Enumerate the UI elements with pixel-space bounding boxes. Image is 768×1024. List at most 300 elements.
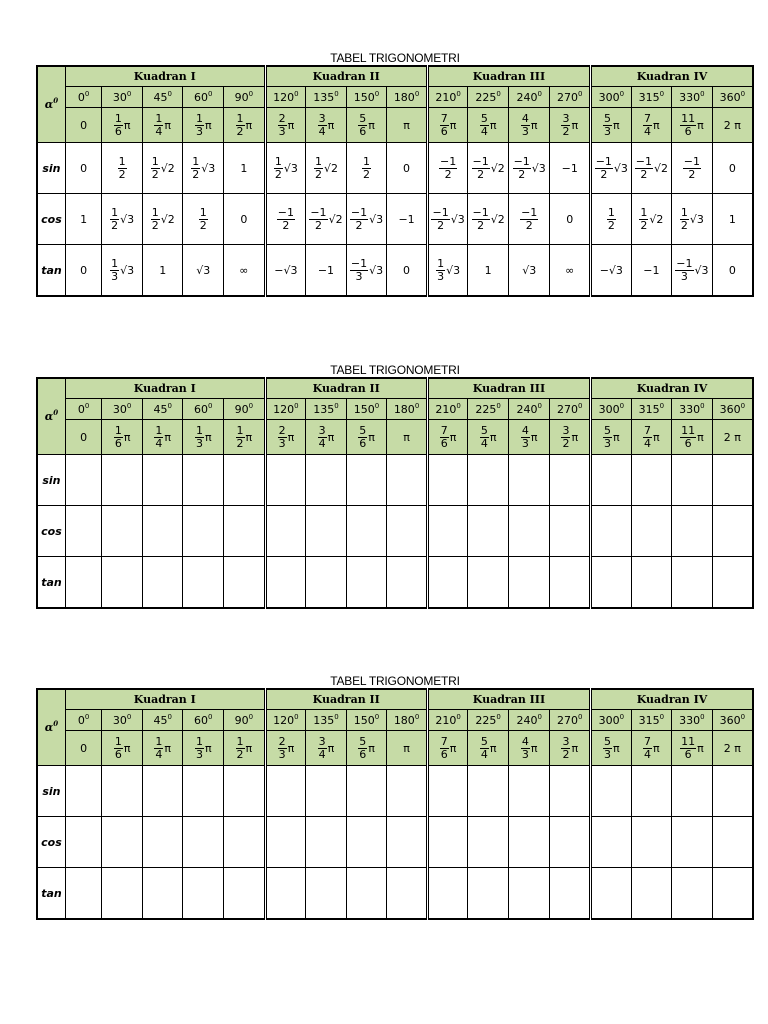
tan-value-cell[interactable]	[387, 557, 428, 609]
radian-row	[37, 108, 753, 143]
math-expression	[159, 264, 166, 277]
math-text: −1	[561, 161, 578, 175]
degree-cell	[631, 710, 672, 731]
radian-cell	[468, 420, 509, 455]
math-expression	[80, 119, 87, 132]
cos-value-cell[interactable]	[224, 817, 266, 868]
degree-cell	[142, 399, 183, 420]
denominator: 2	[363, 168, 370, 181]
degree-cell	[224, 399, 266, 420]
fraction	[114, 113, 123, 138]
tan-value-cell[interactable]	[65, 868, 102, 920]
degree-value: 240	[516, 713, 538, 727]
denominator: 2	[640, 168, 648, 181]
denominator: 3	[195, 748, 203, 761]
math-suffix: π	[613, 431, 620, 444]
degree-value: 135	[313, 713, 335, 727]
sin-value-cell[interactable]	[468, 455, 509, 506]
degree-superscript: 0	[537, 401, 542, 410]
tan-value-cell[interactable]	[346, 868, 387, 920]
table-title: TABEL TRIGONOMETRI	[330, 674, 460, 688]
degree-value: 210	[435, 713, 457, 727]
degree-superscript: 0	[84, 401, 90, 410]
math-expression	[274, 156, 298, 181]
radian-cell	[346, 108, 387, 143]
math-expression	[472, 207, 505, 232]
radian-cell	[65, 420, 102, 455]
cos-value-cell[interactable]	[672, 817, 713, 868]
degree-cell	[468, 710, 509, 731]
math-suffix: π	[327, 119, 335, 132]
degree-cell	[712, 399, 753, 420]
math-suffix: π	[653, 119, 660, 132]
cos-value-cell[interactable]	[631, 817, 672, 868]
math-suffix: π	[164, 742, 172, 755]
tan-value-cell[interactable]	[346, 557, 387, 609]
denominator: 3	[195, 125, 203, 138]
math-text: 0	[80, 430, 88, 444]
sin-value-cell	[65, 143, 102, 194]
sin-value-cell[interactable]	[183, 766, 224, 817]
fraction	[358, 736, 367, 761]
degree-superscript: 0	[248, 401, 254, 410]
math-expression	[80, 264, 87, 277]
radian-cell	[224, 731, 266, 766]
degree-row	[37, 399, 753, 420]
sin-value-cell[interactable]	[468, 766, 509, 817]
radian-cell	[712, 420, 753, 455]
numerator: −1	[432, 206, 449, 219]
math-suffix: √2	[490, 213, 505, 226]
degree-superscript: 0	[700, 712, 705, 721]
tan-value-cell[interactable]	[712, 868, 753, 920]
fraction	[603, 425, 612, 450]
cos-value-cell[interactable]	[102, 817, 143, 868]
math-expression	[358, 113, 375, 138]
fraction	[154, 425, 163, 450]
denominator: 2	[111, 219, 119, 232]
cos-value-cell[interactable]	[265, 817, 306, 868]
numerator: 5	[480, 112, 488, 125]
sin-value-cell[interactable]	[550, 766, 591, 817]
degree-value: 150	[353, 713, 375, 727]
radian-cell	[102, 731, 143, 766]
cos-value-cell[interactable]	[65, 506, 102, 557]
math-text: 1	[80, 212, 88, 226]
math-suffix: π	[530, 431, 538, 444]
math-text: 2 π	[723, 430, 741, 444]
sin-value-cell[interactable]	[387, 766, 428, 817]
cos-value-cell[interactable]	[387, 817, 428, 868]
sin-value-cell	[712, 143, 753, 194]
fraction	[236, 736, 245, 761]
tan-value-cell[interactable]	[508, 557, 550, 609]
math-suffix: π	[123, 742, 131, 755]
tan-value-cell	[65, 245, 102, 297]
math-suffix: π	[697, 742, 704, 755]
cos-value-cell[interactable]	[265, 506, 306, 557]
numerator: 3	[318, 424, 326, 437]
denominator: 6	[440, 437, 448, 450]
math-expression	[561, 113, 578, 138]
tan-value-cell[interactable]	[468, 557, 509, 609]
degree-cell	[672, 399, 713, 420]
sin-value-cell	[468, 143, 509, 194]
tan-value-cell[interactable]	[427, 868, 468, 920]
numerator: 7	[440, 112, 448, 125]
denominator: 4	[480, 437, 488, 450]
math-text: ∞	[239, 263, 249, 277]
fraction	[472, 156, 490, 181]
tan-value-cell[interactable]	[550, 557, 591, 609]
degree-value: 210	[435, 402, 457, 416]
degree-superscript: 0	[53, 96, 59, 105]
tan-value-cell[interactable]	[712, 557, 753, 609]
math-expression	[607, 207, 616, 232]
numerator: 1	[437, 257, 445, 270]
degree-superscript: 0	[578, 401, 583, 410]
numerator: −1	[513, 155, 530, 168]
math-expression	[240, 213, 247, 226]
denominator: 3	[521, 748, 529, 761]
math-expression	[513, 156, 546, 181]
math-suffix: π	[287, 119, 295, 132]
sin-value-cell[interactable]	[265, 455, 306, 506]
math-text: 1	[728, 212, 736, 226]
sin-value-cell[interactable]	[346, 766, 387, 817]
degree-value: 315	[638, 90, 660, 104]
tan-value-cell[interactable]	[672, 557, 713, 609]
degree-superscript: 0	[496, 712, 501, 721]
numerator: 1	[236, 735, 244, 748]
degree-superscript: 0	[167, 401, 172, 410]
denominator: 4	[644, 748, 652, 761]
fraction	[318, 113, 327, 138]
fraction	[114, 736, 123, 761]
radian-cell	[265, 108, 306, 143]
math-expression	[431, 207, 464, 232]
quadrant-header: Kuadran III	[427, 378, 590, 399]
numerator: −1	[350, 206, 368, 219]
cos-value-cell[interactable]	[346, 817, 387, 868]
cos-value-cell[interactable]	[712, 817, 753, 868]
sin-value-cell[interactable]	[306, 455, 347, 506]
tan-value-cell[interactable]	[631, 868, 672, 920]
degree-cell	[65, 87, 102, 108]
sin-value-cell[interactable]	[631, 455, 672, 506]
math-suffix: √2	[323, 162, 338, 175]
degree-superscript: 0	[414, 89, 420, 98]
cos-value-cell[interactable]	[672, 506, 713, 557]
numerator: 3	[562, 424, 570, 437]
sin-value-cell[interactable]	[672, 766, 713, 817]
cos-value-cell	[387, 194, 428, 245]
tan-value-cell[interactable]	[142, 868, 183, 920]
math-text: −1	[398, 212, 415, 226]
degree-cell	[591, 710, 632, 731]
math-expression	[729, 162, 736, 175]
denominator: 2	[118, 168, 126, 181]
tan-value-cell[interactable]	[306, 868, 347, 920]
math-suffix: π	[245, 431, 253, 444]
alpha-header	[37, 66, 65, 143]
tan-value-cell[interactable]	[265, 557, 306, 609]
math-suffix: π	[571, 119, 579, 132]
sin-value-cell	[306, 143, 347, 194]
degree-cell	[265, 87, 306, 108]
function-label-sin: sin	[37, 766, 65, 817]
math-text: 2 π	[723, 741, 741, 755]
denominator: 2	[525, 219, 533, 232]
sin-value-cell[interactable]	[427, 766, 468, 817]
numerator: 4	[521, 424, 529, 437]
cos-value-cell[interactable]	[591, 817, 632, 868]
sin-value-cell[interactable]	[508, 455, 550, 506]
tan-value-cell[interactable]	[468, 868, 509, 920]
degree-value: 60	[194, 713, 209, 727]
denominator: 2	[192, 168, 200, 181]
numerator: 7	[644, 735, 652, 748]
cos-value-cell[interactable]	[427, 506, 468, 557]
tan-value-cell[interactable]	[591, 557, 632, 609]
math-suffix: π	[204, 742, 212, 755]
sin-value-cell[interactable]	[427, 455, 468, 506]
radian-cell	[142, 731, 183, 766]
math-suffix: π	[164, 431, 172, 444]
sin-value-cell[interactable]	[672, 455, 713, 506]
fraction	[635, 156, 653, 181]
tan-value-cell[interactable]	[508, 868, 550, 920]
degree-cell	[672, 710, 713, 731]
sin-value-cell[interactable]	[224, 455, 266, 506]
sin-value-cell[interactable]	[224, 766, 266, 817]
fraction	[521, 736, 530, 761]
degree-value: 30	[112, 713, 127, 727]
cos-value-cell[interactable]	[142, 506, 183, 557]
math-expression	[191, 156, 215, 181]
cos-value-cell[interactable]	[550, 506, 591, 557]
degree-superscript: 0	[167, 712, 172, 721]
degree-value: 330	[679, 402, 701, 416]
fraction	[680, 425, 696, 450]
degree-superscript: 0	[659, 89, 665, 98]
tan-value-cell[interactable]	[631, 557, 672, 609]
quadrant-header-row	[37, 66, 753, 87]
numerator: 3	[562, 735, 570, 748]
tan-value-cell[interactable]	[102, 868, 143, 920]
radian-cell	[427, 108, 468, 143]
fraction	[480, 113, 489, 138]
math-text: π	[403, 118, 410, 132]
tan-value-cell[interactable]	[224, 557, 266, 609]
numerator: −1	[676, 257, 693, 270]
degree-value: 180	[393, 713, 415, 727]
sin-value-cell	[387, 143, 428, 194]
tan-value-cell[interactable]	[672, 868, 713, 920]
denominator: 4	[480, 748, 488, 761]
fraction	[236, 113, 245, 138]
tan-value-cell[interactable]	[387, 868, 428, 920]
cos-value-cell[interactable]	[508, 817, 550, 868]
degree-cell	[631, 87, 672, 108]
sin-value-cell[interactable]	[508, 766, 550, 817]
denominator: 4	[318, 125, 326, 138]
denominator: 4	[644, 437, 652, 450]
degree-value: 45	[153, 402, 168, 416]
radian-cell	[631, 420, 672, 455]
numerator: 3	[318, 735, 326, 748]
tan-value-cell[interactable]	[306, 557, 347, 609]
cos-value-cell[interactable]	[427, 817, 468, 868]
degree-value: 225	[475, 402, 497, 416]
tan-value-cell[interactable]	[142, 557, 183, 609]
math-expression	[603, 736, 620, 761]
math-text: −1	[643, 263, 660, 277]
denominator: 4	[644, 125, 652, 138]
math-suffix: √2	[160, 162, 175, 175]
tan-value-cell[interactable]	[550, 868, 591, 920]
sin-value-cell	[183, 143, 224, 194]
math-expression	[643, 264, 659, 277]
cos-value-cell[interactable]	[387, 506, 428, 557]
cos-value-cell[interactable]	[224, 506, 266, 557]
math-expression	[403, 264, 410, 277]
math-suffix: π	[204, 119, 212, 132]
sin-value-cell[interactable]	[65, 766, 102, 817]
denominator: 3	[604, 437, 611, 450]
math-text: √3	[196, 263, 211, 277]
sin-value-cell[interactable]	[712, 455, 753, 506]
cos-value-cell	[672, 194, 713, 245]
degree-value: 270	[557, 713, 579, 727]
fraction	[318, 736, 327, 761]
math-suffix: √2	[328, 213, 343, 226]
numerator: 7	[644, 424, 652, 437]
sin-value-cell[interactable]	[346, 455, 387, 506]
sin-value-cell[interactable]	[142, 455, 183, 506]
degree-superscript: 0	[537, 89, 542, 98]
sin-value-cell[interactable]	[387, 455, 428, 506]
tan-value-cell[interactable]	[224, 868, 266, 920]
fraction	[607, 207, 616, 232]
tan-value-cell[interactable]	[265, 868, 306, 920]
cos-value-cell[interactable]	[468, 506, 509, 557]
math-expression	[562, 162, 578, 175]
cos-value-cell[interactable]	[142, 817, 183, 868]
degree-superscript: 0	[700, 401, 705, 410]
math-expression	[318, 425, 335, 450]
sin-value-cell[interactable]	[631, 766, 672, 817]
degree-cell	[183, 87, 224, 108]
degree-value: 360	[719, 713, 741, 727]
radian-cell	[672, 731, 713, 766]
tan-value-cell[interactable]	[591, 868, 632, 920]
denominator: 3	[278, 125, 286, 138]
degree-superscript: 0	[126, 89, 132, 98]
math-expression	[680, 113, 704, 138]
fraction	[195, 425, 204, 450]
cos-value-cell[interactable]	[102, 506, 143, 557]
degree-cell	[468, 87, 509, 108]
degree-superscript: 0	[294, 401, 299, 410]
cos-value-cell[interactable]	[65, 817, 102, 868]
sin-value-cell[interactable]	[65, 455, 102, 506]
denominator: 2	[562, 437, 570, 450]
math-expression	[403, 431, 410, 444]
cos-value-cell[interactable]	[306, 506, 347, 557]
denominator: 2	[314, 168, 322, 181]
sin-value-cell[interactable]	[183, 455, 224, 506]
tan-value-cell[interactable]	[102, 557, 143, 609]
sin-value-cell[interactable]	[712, 766, 753, 817]
denominator: 6	[440, 125, 448, 138]
denominator: 6	[440, 748, 448, 761]
sin-value-cell[interactable]	[102, 766, 143, 817]
cos-value-cell[interactable]	[508, 506, 550, 557]
sin-value-cell[interactable]	[306, 766, 347, 817]
cos-value-cell[interactable]	[183, 817, 224, 868]
radian-row	[37, 731, 753, 766]
tan-value-cell[interactable]	[427, 557, 468, 609]
radian-cell	[508, 108, 550, 143]
math-text: −√3	[599, 263, 623, 277]
sin-value-cell[interactable]	[550, 455, 591, 506]
math-suffix: √2	[649, 213, 664, 226]
fraction	[643, 113, 652, 138]
math-text: √3	[522, 263, 537, 277]
quadrant-header: Kuadran I	[65, 378, 265, 399]
sin-value-cell[interactable]	[265, 766, 306, 817]
cos-value-cell[interactable]	[183, 506, 224, 557]
tan-value-cell[interactable]	[65, 557, 102, 609]
math-expression	[724, 742, 741, 755]
cos-value-cell[interactable]	[591, 506, 632, 557]
tan-value-cell[interactable]	[183, 868, 224, 920]
radian-cell	[306, 731, 347, 766]
math-expression	[195, 113, 212, 138]
degree-cell	[631, 399, 672, 420]
sin-value-cell[interactable]	[142, 766, 183, 817]
sin-value-cell[interactable]	[102, 455, 143, 506]
cos-value-cell[interactable]	[306, 817, 347, 868]
degree-superscript: 0	[496, 89, 501, 98]
cos-value-cell[interactable]	[346, 506, 387, 557]
denominator: 2	[444, 168, 452, 181]
math-suffix: √3	[201, 162, 216, 175]
sin-value-cell	[142, 143, 183, 194]
function-label-tan: tan	[37, 245, 65, 297]
denominator: 3	[604, 125, 611, 138]
math-expression	[480, 425, 497, 450]
math-expression	[350, 207, 383, 232]
math-expression	[154, 736, 171, 761]
sin-value-cell[interactable]	[591, 455, 632, 506]
radian-cell	[183, 731, 224, 766]
cos-value-cell[interactable]	[468, 817, 509, 868]
denominator: 2	[437, 219, 445, 232]
row-cos	[37, 194, 753, 245]
sin-value-cell[interactable]	[591, 766, 632, 817]
degree-cell	[387, 710, 428, 731]
cos-value-cell[interactable]	[712, 506, 753, 557]
quadrant-header: Kuadran II	[265, 689, 427, 710]
denominator: 2	[236, 125, 244, 138]
radian-cell	[224, 420, 266, 455]
tan-value-cell[interactable]	[183, 557, 224, 609]
cos-value-cell[interactable]	[550, 817, 591, 868]
fraction	[309, 207, 327, 232]
cos-value-cell[interactable]	[631, 506, 672, 557]
